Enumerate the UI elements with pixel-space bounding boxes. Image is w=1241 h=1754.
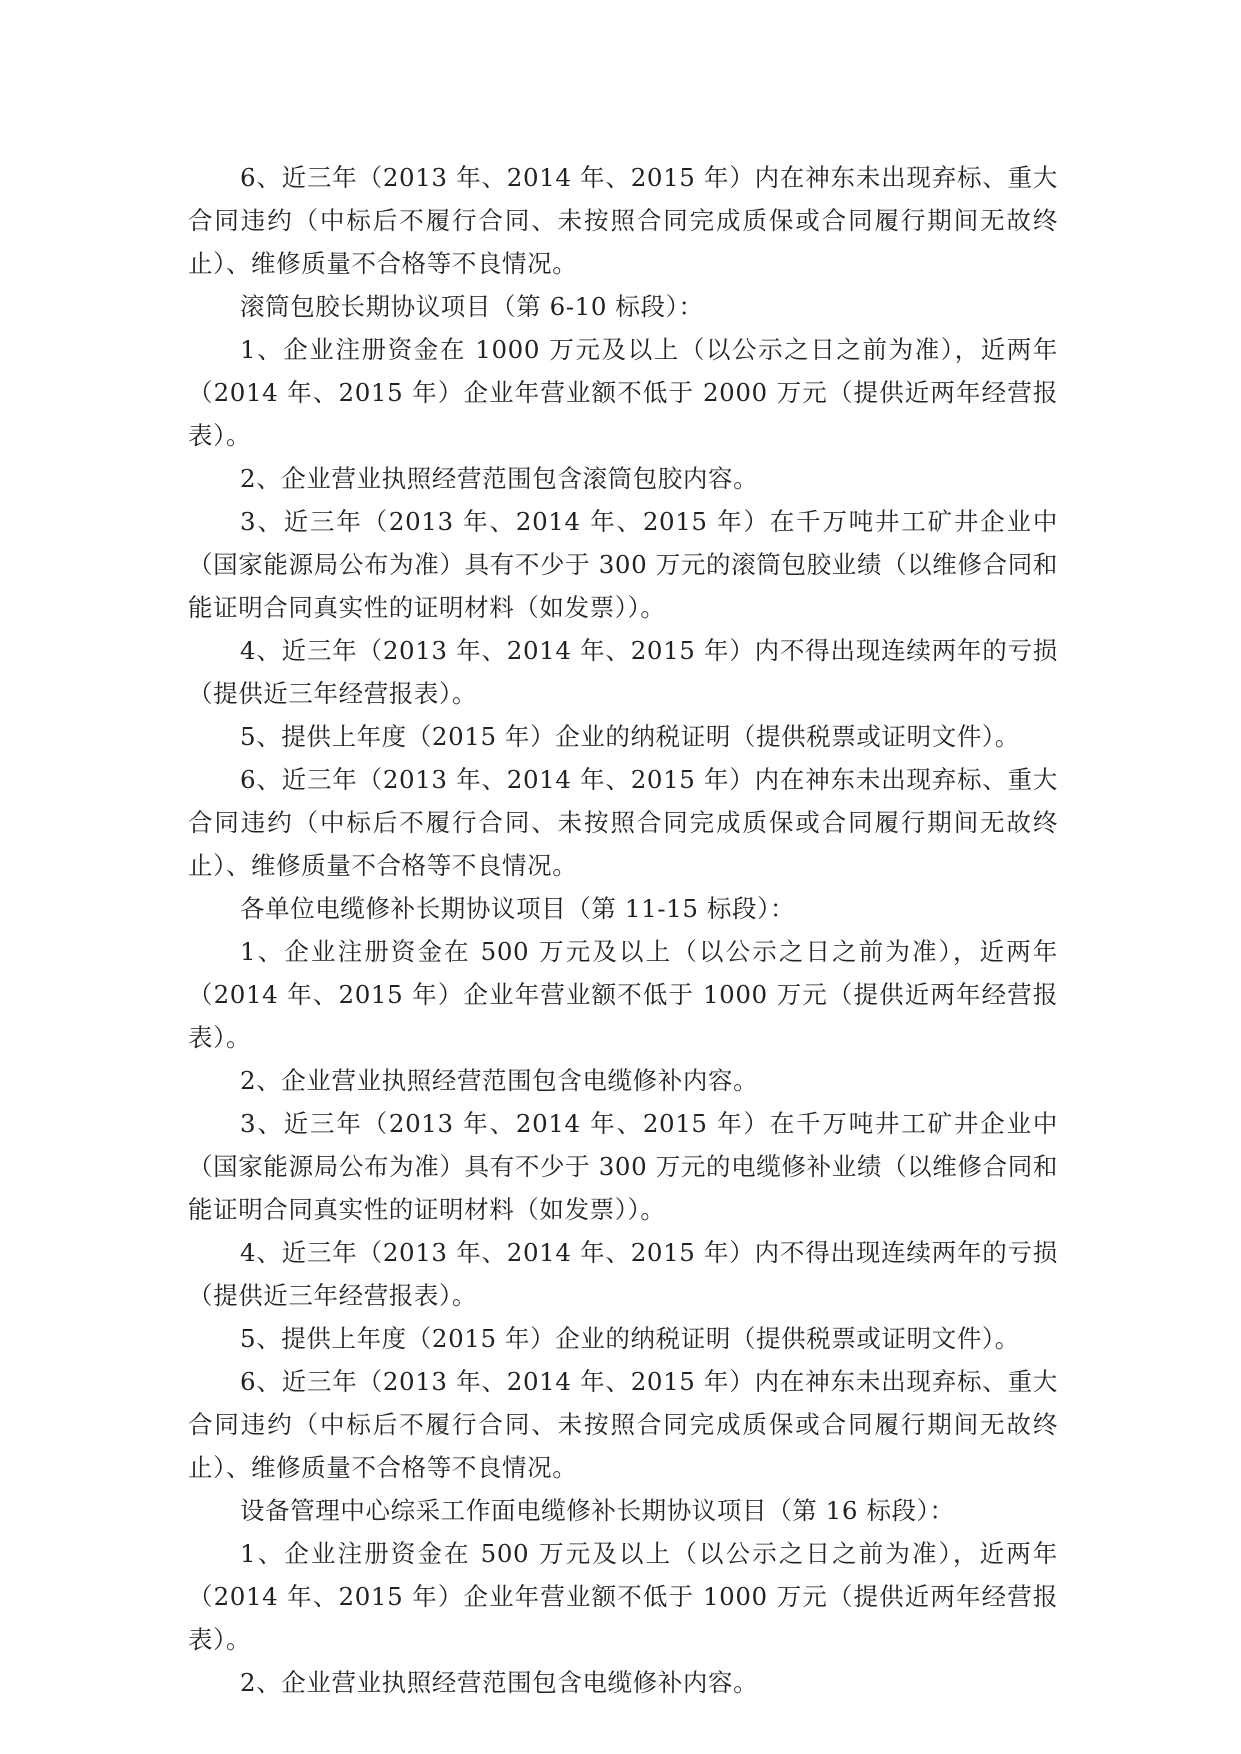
paragraph-item-1-capital: 1、企业注册资金在 1000 万元及以上（以公示之日之前为准），近两年（2014 年、2015 年）企业年营业额不低于 2000 万元（提供近两年经营报表）。 — [188, 335, 1058, 450]
paragraph-item-2-business-scope: 2、企业营业执照经营范围包含电缆修补内容。 — [240, 1668, 759, 1697]
section-heading-cable-repair-units: 各单位电缆修补长期协议项目（第 11-15 标段）： — [240, 894, 796, 923]
paragraph-item-5-tax: 5、提供上年度（2015 年）企业的纳税证明（提供税票或证明文件）。 — [240, 1324, 1020, 1353]
paragraph-item-2-business-scope: 2、企业营业执照经营范围包含滚筒包胶内容。 — [240, 464, 759, 493]
paragraph-item-2-business-scope: 2、企业营业执照经营范围包含电缆修补内容。 — [240, 1066, 759, 1095]
paragraph-item-6-bidding-record: 6、近三年（2013 年、2014 年、2015 年）内在神东未出现弃标、重大合同违约（中标后不履行合同、未按照合同完成质保或合同履行期间无故终止）、维修质量不合格等不良情况。 — [188, 163, 1058, 278]
paragraph-item-4-losses: 4、近三年（2013 年、2014 年、2015 年）内不得出现连续两年的亏损（提供近三年经营报表）。 — [188, 636, 1058, 708]
paragraph-item-6-bidding-record: 6、近三年（2013 年、2014 年、2015 年）内在神东未出现弃标、重大合同违约（中标后不履行合同、未按照合同完成质保或合同履行期间无故终止）、维修质量不合格等不良情况。 — [188, 1367, 1058, 1482]
paragraph-item-3-performance: 3、近三年（2013 年、2014 年、2015 年）在千万吨井工矿井企业中（国家能源局公布为准）具有不少于 300 万元的电缆修补业绩（以维修合同和能证明合同真实性的证明材料（如发票））。 — [188, 1109, 1058, 1224]
section-heading-drum-lagging: 滚筒包胶长期协议项目（第 6-10 标段）： — [240, 292, 704, 321]
document-body — [188, 156, 1058, 1704]
section-heading-equipment-center-cable: 设备管理中心综采工作面电缆修补长期协议项目（第 16 标段）： — [240, 1496, 955, 1525]
paragraph-item-1-capital: 1、企业注册资金在 500 万元及以上（以公示之日之前为准），近两年（2014 年、2015 年）企业年营业额不低于 1000 万元（提供近两年经营报表）。 — [188, 1539, 1058, 1654]
paragraph-item-1-capital: 1、企业注册资金在 500 万元及以上（以公示之日之前为准），近两年（2014 年、2015 年）企业年营业额不低于 1000 万元（提供近两年经营报表）。 — [188, 937, 1058, 1052]
paragraph-item-5-tax: 5、提供上年度（2015 年）企业的纳税证明（提供税票或证明文件）。 — [240, 722, 1020, 751]
paragraph-item-4-losses: 4、近三年（2013 年、2014 年、2015 年）内不得出现连续两年的亏损（提供近三年经营报表）。 — [188, 1238, 1058, 1310]
paragraph-item-3-performance: 3、近三年（2013 年、2014 年、2015 年）在千万吨井工矿井企业中（国家能源局公布为准）具有不少于 300 万元的滚筒包胶业绩（以维修合同和能证明合同真实性的证明材料（如发票））。 — [188, 507, 1058, 622]
paragraph-item-6-bidding-record: 6、近三年（2013 年、2014 年、2015 年）内在神东未出现弃标、重大合同违约（中标后不履行合同、未按照合同完成质保或合同履行期间无故终止）、维修质量不合格等不良情况。 — [188, 765, 1058, 880]
